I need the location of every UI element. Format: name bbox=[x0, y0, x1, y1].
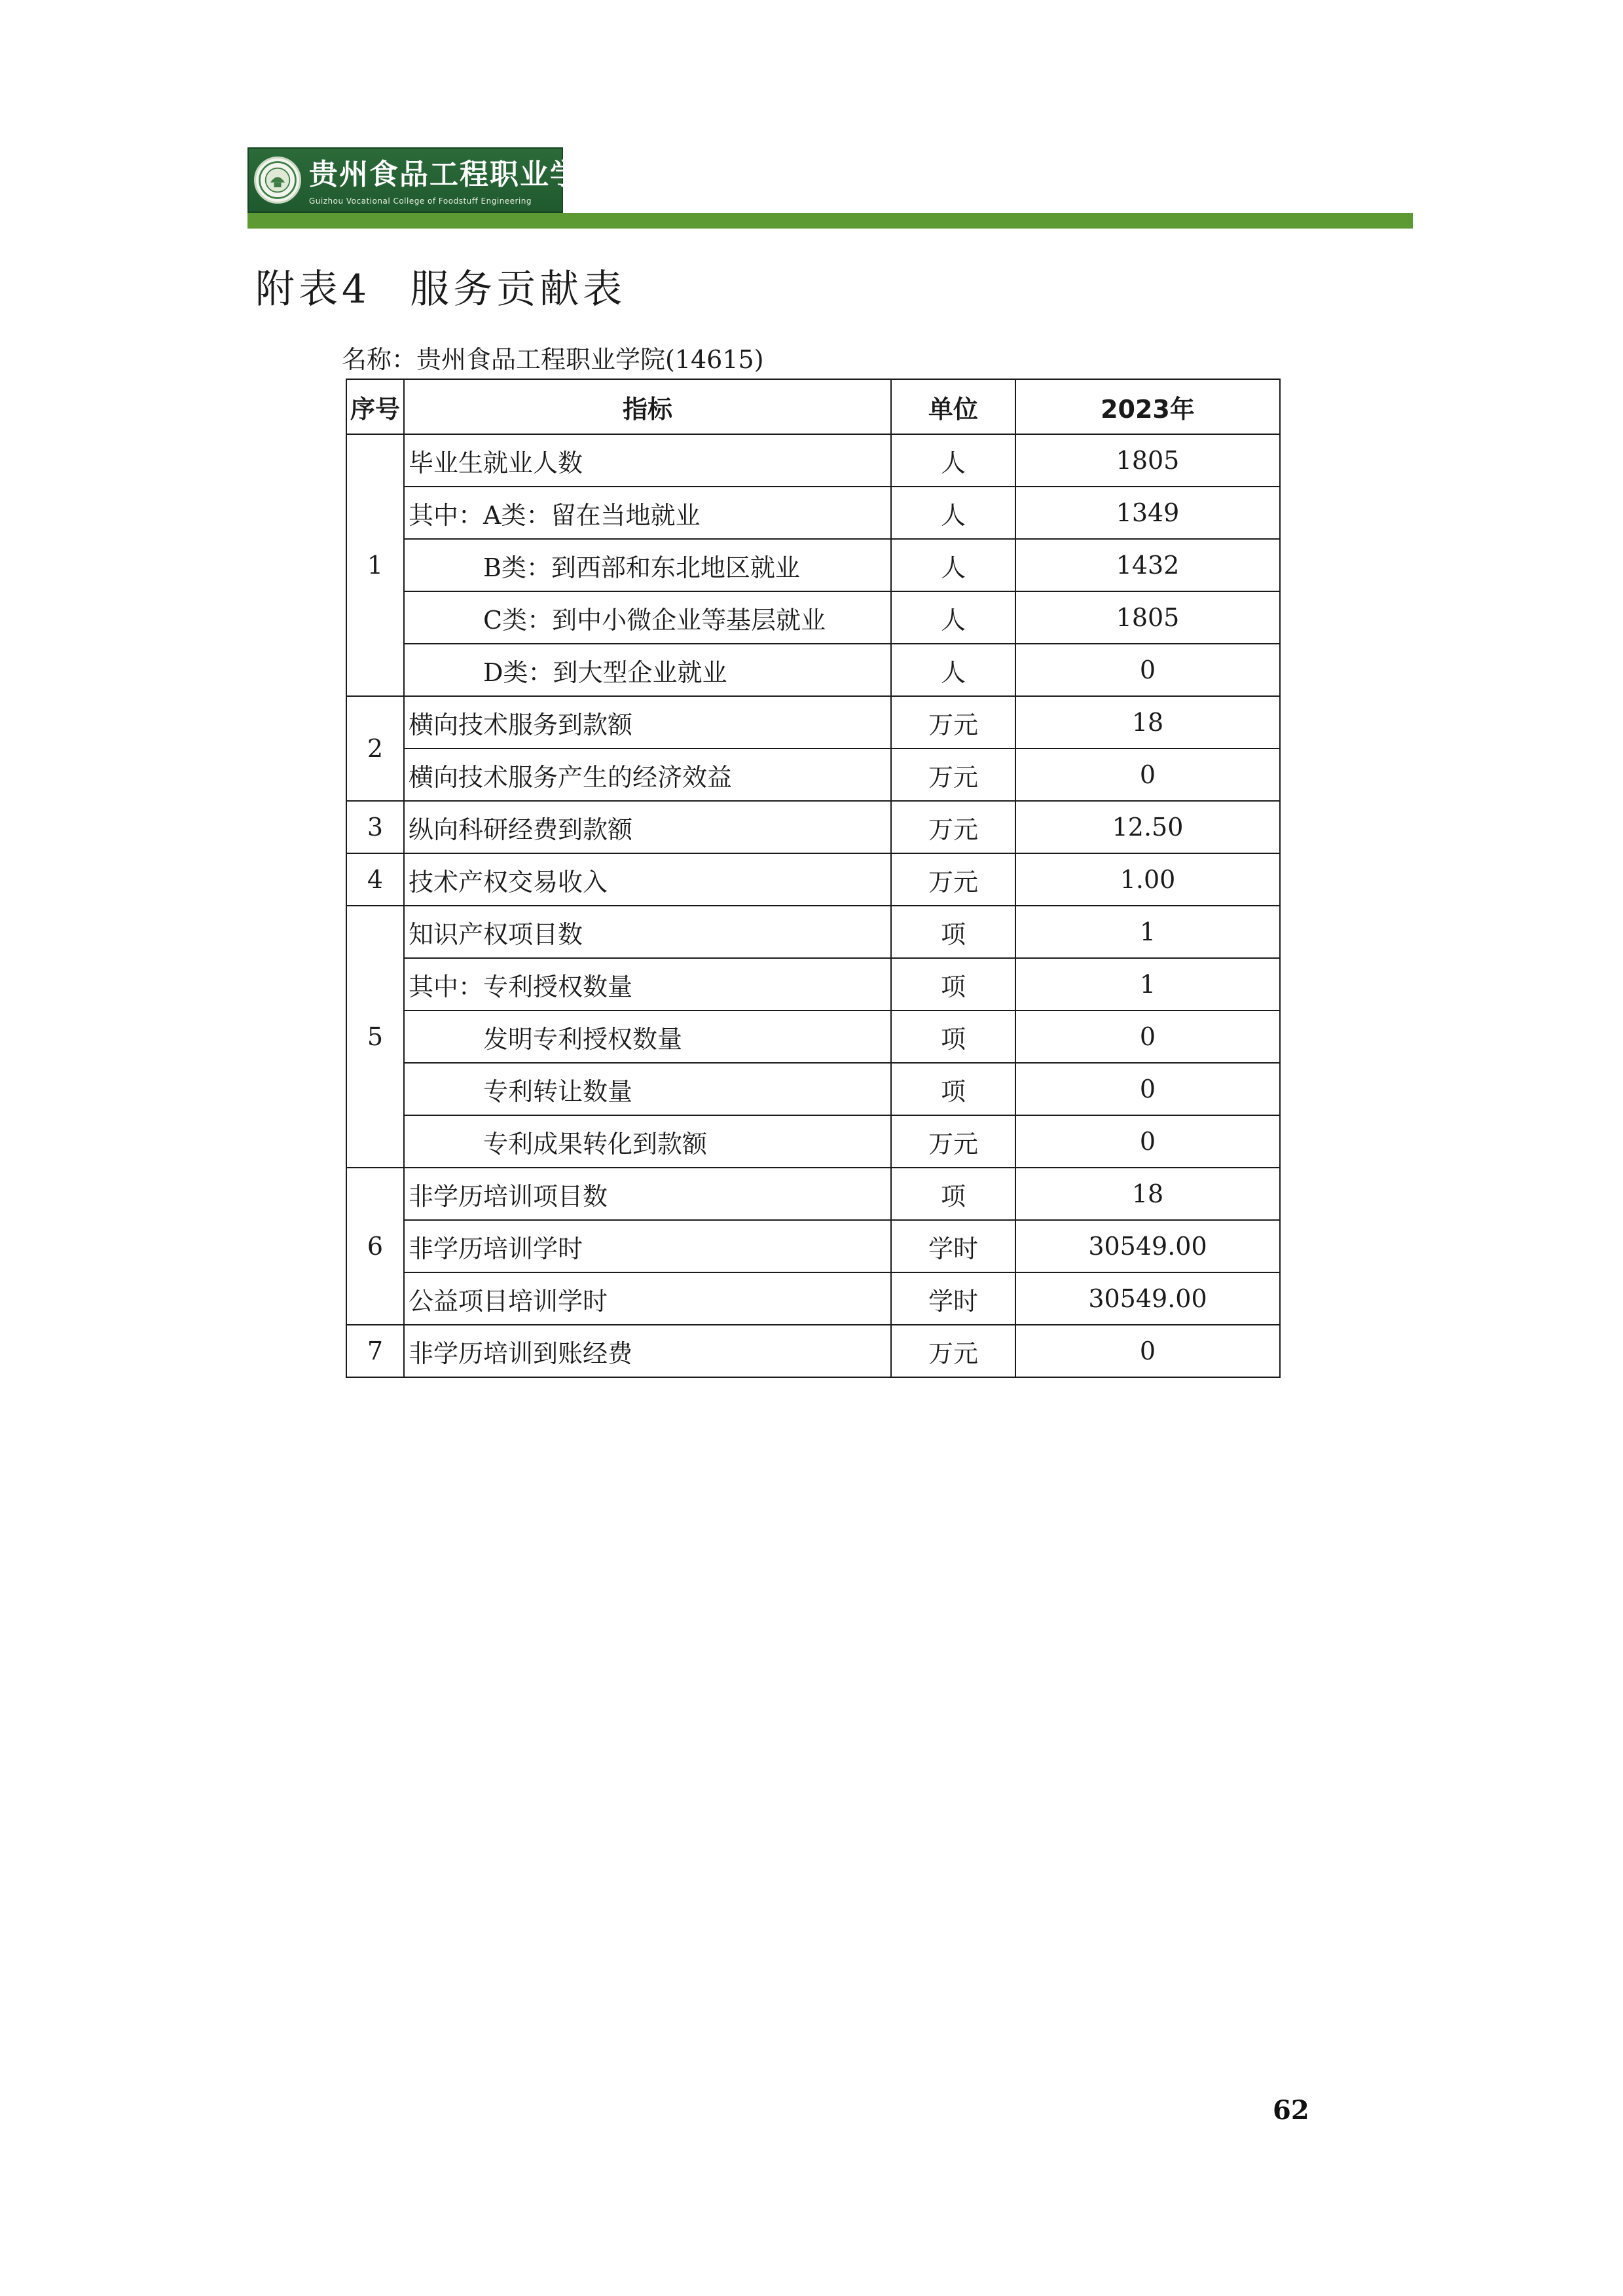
indicator-cell: 其中：专利授权数量 bbox=[404, 958, 891, 1010]
table-row bbox=[346, 958, 1280, 1010]
value-cell: 1 bbox=[1015, 958, 1280, 1010]
table-row bbox=[346, 1063, 1280, 1115]
table-row bbox=[346, 1010, 1280, 1063]
value-cell: 1.00 bbox=[1015, 853, 1280, 906]
value-cell: 1432 bbox=[1015, 539, 1280, 591]
table-row bbox=[346, 853, 1280, 906]
seq-cell: 7 bbox=[346, 1325, 404, 1377]
unit-cell: 项 bbox=[891, 1168, 1015, 1220]
title-text: 服务贡献表 bbox=[410, 267, 627, 312]
unit-cell: 万元 bbox=[891, 801, 1015, 853]
indicator-cell: 毕业生就业人数 bbox=[404, 434, 891, 487]
seq-cell: 2 bbox=[346, 696, 404, 801]
indicator-cell: 知识产权项目数 bbox=[404, 906, 891, 958]
table-header-row bbox=[346, 379, 1280, 434]
table-row bbox=[346, 591, 1280, 644]
value-cell: 0 bbox=[1015, 1010, 1280, 1063]
value-cell: 0 bbox=[1015, 749, 1280, 801]
unit-cell: 学时 bbox=[891, 1272, 1015, 1325]
indicator-cell: 其中：A类：留在当地就业 bbox=[404, 487, 891, 539]
value-cell: 12.50 bbox=[1015, 801, 1280, 853]
indicator-cell: 纵向科研经费到款额 bbox=[404, 801, 891, 853]
institution-name-line: 名称：贵州食品工程职业学院(14615) bbox=[342, 345, 764, 374]
unit-cell: 人 bbox=[891, 539, 1015, 591]
school-emblem-icon bbox=[254, 157, 301, 204]
school-name-cn: 贵州食品工程职业学院 bbox=[309, 158, 610, 191]
emblem-graphic bbox=[256, 158, 299, 202]
value-cell: 1805 bbox=[1015, 591, 1280, 644]
indicator-cell: D类：到大型企业就业 bbox=[404, 644, 891, 696]
indicator-cell: 公益项目培训学时 bbox=[404, 1272, 891, 1325]
unit-cell: 人 bbox=[891, 487, 1015, 539]
school-logo-banner bbox=[247, 147, 610, 213]
value-cell: 1805 bbox=[1015, 434, 1280, 487]
table-row bbox=[346, 696, 1280, 749]
value-cell: 0 bbox=[1015, 1115, 1280, 1168]
header-divider bbox=[247, 213, 1413, 229]
table-row bbox=[346, 1115, 1280, 1168]
indicator-cell: B类：到西部和东北地区就业 bbox=[404, 539, 891, 591]
table-row bbox=[346, 906, 1280, 958]
seq-cell: 6 bbox=[346, 1168, 404, 1325]
value-cell: 1 bbox=[1015, 906, 1280, 958]
indicator-cell: 专利成果转化到款额 bbox=[404, 1115, 891, 1168]
unit-cell: 万元 bbox=[891, 853, 1015, 906]
unit-cell: 项 bbox=[891, 1010, 1015, 1063]
indicator-cell: 技术产权交易收入 bbox=[404, 853, 891, 906]
title-prefix: 附表4 bbox=[255, 267, 371, 312]
indicator-cell: 发明专利授权数量 bbox=[404, 1010, 891, 1063]
page-title bbox=[255, 263, 626, 316]
unit-cell: 万元 bbox=[891, 696, 1015, 749]
table-row bbox=[346, 539, 1280, 591]
unit-cell: 项 bbox=[891, 1063, 1015, 1115]
value-cell: 18 bbox=[1015, 696, 1280, 749]
value-cell: 0 bbox=[1015, 1325, 1280, 1377]
school-name-en: Guizhou Vocational College of Foodstuff Engineering bbox=[309, 196, 532, 206]
indicator-cell: 非学历培训到账经费 bbox=[404, 1325, 891, 1377]
service-contribution-table bbox=[346, 379, 1281, 1378]
table-row bbox=[346, 1272, 1280, 1325]
indicator-cell: C类：到中小微企业等基层就业 bbox=[404, 591, 891, 644]
seq-cell: 5 bbox=[346, 906, 404, 1168]
value-cell: 0 bbox=[1015, 1063, 1280, 1115]
seq-cell: 3 bbox=[346, 801, 404, 853]
value-cell: 30549.00 bbox=[1015, 1272, 1280, 1325]
seq-cell: 4 bbox=[346, 853, 404, 906]
value-cell: 18 bbox=[1015, 1168, 1280, 1220]
unit-cell: 学时 bbox=[891, 1220, 1015, 1272]
unit-cell: 人 bbox=[891, 434, 1015, 487]
table-row bbox=[346, 644, 1280, 696]
header-unit: 单位 bbox=[891, 379, 1015, 434]
table-row bbox=[346, 1325, 1280, 1377]
header-seq: 序号 bbox=[346, 379, 404, 434]
table-row bbox=[346, 749, 1280, 801]
indicator-cell: 横向技术服务到款额 bbox=[404, 696, 891, 749]
unit-cell: 人 bbox=[891, 644, 1015, 696]
table-row bbox=[346, 487, 1280, 539]
indicator-cell: 横向技术服务产生的经济效益 bbox=[404, 749, 891, 801]
value-cell: 1349 bbox=[1015, 487, 1280, 539]
indicator-cell: 非学历培训项目数 bbox=[404, 1168, 891, 1220]
table-row bbox=[346, 434, 1280, 487]
unit-cell: 项 bbox=[891, 906, 1015, 958]
seq-cell: 1 bbox=[346, 434, 404, 696]
indicator-cell: 专利转让数量 bbox=[404, 1063, 891, 1115]
table-row bbox=[346, 801, 1280, 853]
unit-cell: 人 bbox=[891, 591, 1015, 644]
header-year: 2023年 bbox=[1015, 379, 1280, 434]
table-row bbox=[346, 1220, 1280, 1272]
table-row bbox=[346, 1168, 1280, 1220]
page-number: 62 bbox=[1273, 2095, 1309, 2126]
indicator-cell: 非学历培训学时 bbox=[404, 1220, 891, 1272]
value-cell: 0 bbox=[1015, 644, 1280, 696]
header-indicator: 指标 bbox=[404, 379, 891, 434]
value-cell: 30549.00 bbox=[1015, 1220, 1280, 1272]
unit-cell: 项 bbox=[891, 958, 1015, 1010]
unit-cell: 万元 bbox=[891, 1325, 1015, 1377]
unit-cell: 万元 bbox=[891, 749, 1015, 801]
unit-cell: 万元 bbox=[891, 1115, 1015, 1168]
